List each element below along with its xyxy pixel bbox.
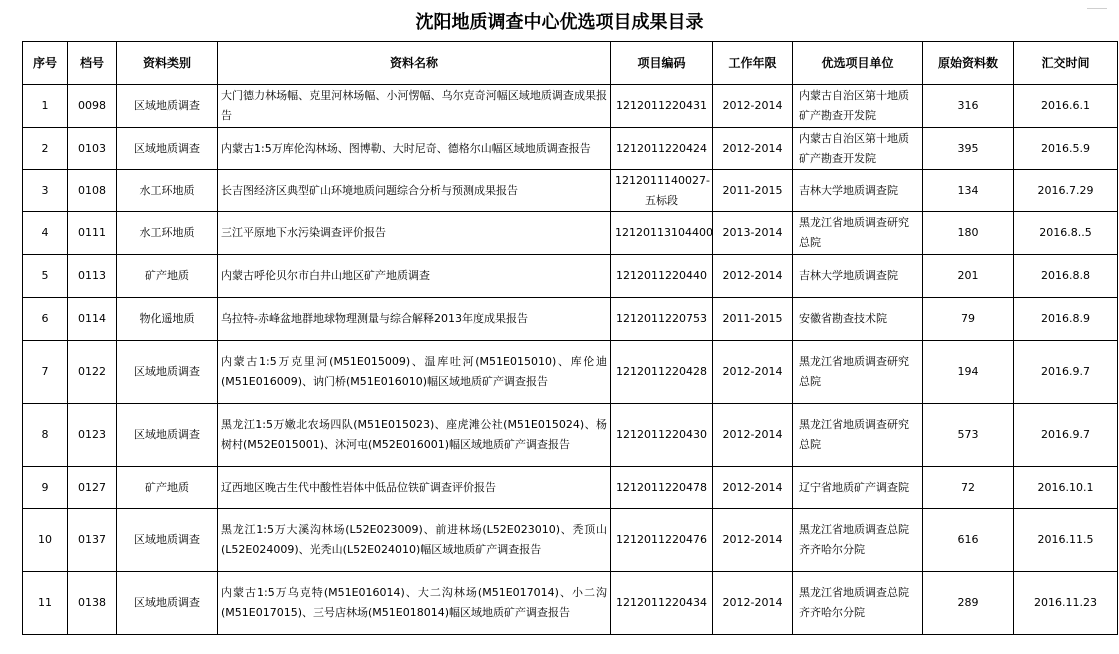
cell-no: 1 <box>23 85 68 128</box>
cell-no: 10 <box>23 509 68 572</box>
cell-unit: 内蒙古自治区第十地质矿产勘查开发院 <box>793 85 923 128</box>
cell-archive: 0113 <box>68 255 117 298</box>
cell-category: 水工环地质 <box>117 170 218 212</box>
cell-years: 2012-2014 <box>713 255 793 298</box>
cell-date: 2016.8.8 <box>1014 255 1118 298</box>
cell-name: 长吉图经济区典型矿山环境地质问题综合分析与预测成果报告 <box>218 170 611 212</box>
cell-years: 2012-2014 <box>713 467 793 509</box>
cell-category: 物化遥地质 <box>117 298 218 341</box>
cell-unit: 黑龙江省地质调查研究总院 <box>793 404 923 467</box>
cell-name: 大门德力林场幅、克里河林场幅、小河愣幅、乌尔克奇河幅区域地质调查成果报告 <box>218 85 611 128</box>
cell-count: 616 <box>923 509 1014 572</box>
cell-archive: 0123 <box>68 404 117 467</box>
header-date: 汇交时间 <box>1014 42 1118 85</box>
cell-code: 1212011220440 <box>611 255 713 298</box>
cell-archive: 0127 <box>68 467 117 509</box>
table-row <box>23 255 1118 298</box>
header-unit: 优选项目单位 <box>793 42 923 85</box>
cell-archive: 0111 <box>68 212 117 255</box>
cell-code: 1212011220431 <box>611 85 713 128</box>
cell-years: 2012-2014 <box>713 404 793 467</box>
cell-name: 黑龙江1:5万大溪沟林场(L52E023009)、前进林场(L52E023010)、秃顶山(L52E024009)、光秃山(L52E024010)幅区域地质矿产调查报告 <box>218 509 611 572</box>
table-row <box>23 509 1118 572</box>
cell-code: 1212011220434 <box>611 572 713 635</box>
cell-code: 1212011220424 <box>611 128 713 170</box>
table-row <box>23 128 1118 170</box>
cell-date: 2016.11.23 <box>1014 572 1118 635</box>
cell-name: 乌拉特-赤峰盆地群地球物理测量与综合解释2013年度成果报告 <box>218 298 611 341</box>
header-no: 序号 <box>23 42 68 85</box>
cell-no: 4 <box>23 212 68 255</box>
cell-years: 2012-2014 <box>713 341 793 404</box>
table-row <box>23 572 1118 635</box>
header-years: 工作年限 <box>713 42 793 85</box>
cell-count: 573 <box>923 404 1014 467</box>
header-row <box>23 42 1118 85</box>
table-row <box>23 404 1118 467</box>
cell-years: 2012-2014 <box>713 85 793 128</box>
cell-count: 316 <box>923 85 1014 128</box>
cell-code: 1212011220753 <box>611 298 713 341</box>
cell-no: 11 <box>23 572 68 635</box>
catalog-table <box>22 41 1118 635</box>
cell-name: 内蒙古1:5万乌克特(M51E016014)、大二沟林场(M51E017014)、小二沟(M51E017015)、三号店林场(M51E018014)幅区域地质矿产调查报告 <box>218 572 611 635</box>
cell-unit: 黑龙江省地质调查总院齐齐哈尔分院 <box>793 572 923 635</box>
cell-count: 72 <box>923 467 1014 509</box>
cell-date: 2016.11.5 <box>1014 509 1118 572</box>
cell-category: 区域地质调查 <box>117 509 218 572</box>
cell-count: 79 <box>923 298 1014 341</box>
cell-date: 2016.8.9 <box>1014 298 1118 341</box>
cell-no: 9 <box>23 467 68 509</box>
cell-date: 2016.5.9 <box>1014 128 1118 170</box>
cell-category: 区域地质调查 <box>117 128 218 170</box>
cell-count: 194 <box>923 341 1014 404</box>
cell-name: 三江平原地下水污染调查评价报告 <box>218 212 611 255</box>
cell-code: 1212011140027-五标段 <box>611 170 713 212</box>
cell-unit: 黑龙江省地质调查总院齐齐哈尔分院 <box>793 509 923 572</box>
cell-date: 2016.10.1 <box>1014 467 1118 509</box>
cell-count: 180 <box>923 212 1014 255</box>
table-row <box>23 85 1118 128</box>
page-title: 沈阳地质调查中心优选项目成果目录 <box>415 12 704 33</box>
cell-archive: 0137 <box>68 509 117 572</box>
cell-name: 内蒙古呼伦贝尔市白井山地区矿产地质调查 <box>218 255 611 298</box>
cell-category: 区域地质调查 <box>117 85 218 128</box>
cell-no: 3 <box>23 170 68 212</box>
cell-years: 2012-2014 <box>713 128 793 170</box>
cell-category: 区域地质调查 <box>117 404 218 467</box>
cell-unit: 内蒙古自治区第十地质矿产勘查开发院 <box>793 128 923 170</box>
cell-unit: 吉林大学地质调查院 <box>793 255 923 298</box>
cell-years: 2012-2014 <box>713 509 793 572</box>
cell-name: 黑龙江1:5万嫩北农场四队(M51E015023)、座虎滩公社(M51E015024)、杨树村(M52E015001)、沐河屯(M52E016001)幅区域地质矿产调查报告 <box>218 404 611 467</box>
cell-count: 395 <box>923 128 1014 170</box>
cell-archive: 0108 <box>68 170 117 212</box>
cell-unit: 吉林大学地质调查院 <box>793 170 923 212</box>
cell-category: 矿产地质 <box>117 467 218 509</box>
cell-category: 矿产地质 <box>117 255 218 298</box>
cell-years: 2011-2015 <box>713 298 793 341</box>
cell-years: 2012-2014 <box>713 572 793 635</box>
cell-date: 2016.7.29 <box>1014 170 1118 212</box>
header-code: 项目编码 <box>611 42 713 85</box>
cell-no: 6 <box>23 298 68 341</box>
cell-code: 1212011220476 <box>611 509 713 572</box>
cell-code: 12120113104400 <box>611 212 713 255</box>
cell-archive: 0103 <box>68 128 117 170</box>
cell-unit: 黑龙江省地质调查研究总院 <box>793 341 923 404</box>
cell-archive: 0098 <box>68 85 117 128</box>
cell-category: 区域地质调查 <box>117 572 218 635</box>
cell-code: 1212011220430 <box>611 404 713 467</box>
cell-count: 201 <box>923 255 1014 298</box>
cell-archive: 0114 <box>68 298 117 341</box>
cell-name: 内蒙古1:5万克里河(M51E015009)、温库吐河(M51E015010)、库伦迪(M51E016009)、讷门桥(M51E016010)幅区域地质矿产调查报告 <box>218 341 611 404</box>
cell-name: 内蒙古1:5万库伦沟林场、图博勒、大时尼奇、德格尔山幅区域地质调查报告 <box>218 128 611 170</box>
cell-no: 8 <box>23 404 68 467</box>
cell-archive: 0138 <box>68 572 117 635</box>
cell-count: 289 <box>923 572 1014 635</box>
cell-unit: 黑龙江省地质调查研究总院 <box>793 212 923 255</box>
table-row <box>23 212 1118 255</box>
cell-date: 2016.8..5 <box>1014 212 1118 255</box>
cell-archive: 0122 <box>68 341 117 404</box>
cell-years: 2011-2015 <box>713 170 793 212</box>
table-row <box>23 341 1118 404</box>
cell-unit: 辽宁省地质矿产调查院 <box>793 467 923 509</box>
cell-count: 134 <box>923 170 1014 212</box>
cell-unit: 安徽省勘查技术院 <box>793 298 923 341</box>
header-category: 资料类别 <box>117 42 218 85</box>
table-row <box>23 467 1118 509</box>
header-archive: 档号 <box>68 42 117 85</box>
header-name: 资料名称 <box>218 42 611 85</box>
cell-name: 辽西地区晚古生代中酸性岩体中低品位铁矿调查评价报告 <box>218 467 611 509</box>
cell-date: 2016.9.7 <box>1014 341 1118 404</box>
table-row <box>23 298 1118 341</box>
cell-no: 2 <box>23 128 68 170</box>
header-count: 原始资料数 <box>923 42 1014 85</box>
cell-category: 区域地质调查 <box>117 341 218 404</box>
cell-no: 7 <box>23 341 68 404</box>
cell-date: 2016.9.7 <box>1014 404 1118 467</box>
cell-date: 2016.6.1 <box>1014 85 1118 128</box>
cell-code: 1212011220478 <box>611 467 713 509</box>
cell-category: 水工环地质 <box>117 212 218 255</box>
cell-years: 2013-2014 <box>713 212 793 255</box>
table-row <box>23 170 1118 212</box>
cell-code: 1212011220428 <box>611 341 713 404</box>
cell-no: 5 <box>23 255 68 298</box>
